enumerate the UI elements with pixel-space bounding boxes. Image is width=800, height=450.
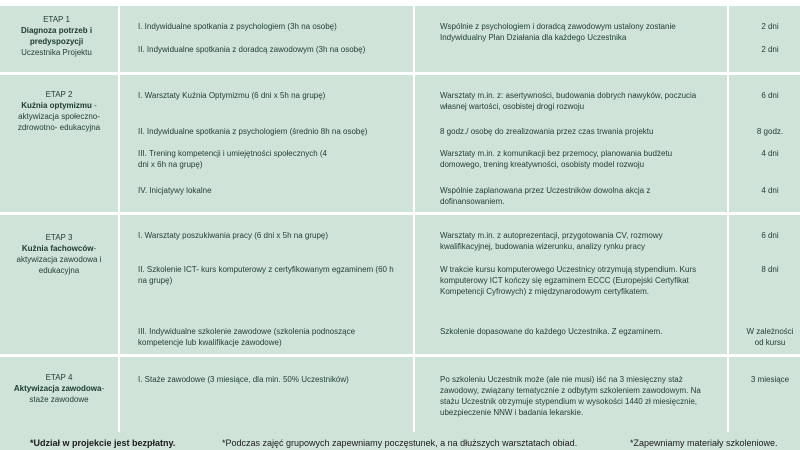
activity-description: Warsztaty m.in. z: asertywności, budowania dobrych nawyków, poczucia własnej wartości, osobistej drogi rozwoju — [440, 91, 697, 111]
activity: I. Indywidualne spotkania z psychologiem (3h na osobę) — [138, 22, 337, 31]
activity: I. Warsztaty Kuźnia Optymizmu (6 dni x 5h na grupę) — [138, 91, 326, 100]
footer-notes — [0, 437, 800, 450]
footer-note-catering: *Podczas zajęć grupowych zapewniamy poczęstunek, a na dłuższych warsztatach obiad. — [222, 438, 578, 448]
row-divider — [0, 72, 800, 75]
activity-description: Warsztaty m.in. z autoprezentacji, przygotowania CV, rozmowy kwalifikacyjnej, budowania wizerunku, analizy rynku pracy — [440, 231, 663, 251]
activity-duration: 2 dni — [761, 45, 779, 54]
stage-subtitle: staże zawodowe — [29, 395, 89, 404]
activity: III. Indywidualne szkolenie zawodowe (szkolenia podnoszące kompetencje lub kwalifikacje zawodowe) — [138, 327, 356, 347]
stage-subtitle: aktywizacja społeczno-zdrowotno- edukacyjna — [17, 112, 101, 132]
activity-duration: 6 dni — [761, 231, 779, 240]
activity-description: W trakcie kursu komputerowego Uczestnicy otrzymują stypendium. Kurs komputerowy ICT kończy się egzaminem ECCC (Europejski Certyfikat Kompetencji Cyfrowych) z międzynarodowym certyfikatem. — [440, 265, 697, 296]
activity-description: Wspólnie zaplanowana przez Uczestników dowolna akcja z dofinansowaniem. — [440, 186, 651, 206]
activity: I. Warsztaty poszukiwania pracy (6 dni x 5h na grupę) — [138, 231, 329, 240]
activity-duration: 3 miesiące — [750, 375, 790, 384]
stage-name: Kuźnia optymizmu — [21, 101, 92, 110]
stage-subtitle: Uczestnika Projektu — [21, 48, 92, 57]
footer-note-free: *Udział w projekcie jest bezpłatny. — [30, 438, 176, 448]
activity: II. Szkolenie ICT- kurs komputerowy z certyfikowanym egzaminem (60 h na grupę) — [138, 265, 394, 285]
footer-note-materials: *Zapewniamy materiały szkoleniowe. — [630, 438, 778, 448]
activity-description: Po szkoleniu Uczestnik może (ale nie musi) iść na 3 miesięczny staż zawodowy, związany tematycznie z odbytym szkoleniem zawodowym. Na stażu Uczestnik otrzymuje stypendium w wysokości 1440 zł miesięcznie, ubezpieczenie NNW i badania lekarskie. — [440, 375, 701, 417]
stage-label: ETAP 1 — [43, 15, 70, 24]
stage-1 — [4, 14, 109, 58]
activity-duration: 2 dni — [761, 22, 779, 31]
activity-duration: 4 dni — [761, 186, 779, 195]
stage-4: ETAP 4 Aktywizacja zawodowa- staże zawodowe — [0, 372, 118, 405]
activity-description: 8 godz./ osobę do zrealizowania przez czas trwania projektu — [440, 127, 654, 136]
stage-label: ETAP 3 — [45, 233, 73, 242]
stage-name: Aktywizacja zawodowa — [13, 384, 102, 393]
stage-2: ETAP 2 Kuźnia optymizmu - aktywizacja społeczno-zdrowotno- edukacyjna — [0, 89, 118, 133]
stage-name: Kuźnia fachowców — [21, 244, 94, 253]
column-divider — [118, 6, 120, 432]
activity: I. Staże zawodowe (3 miesiące, dla min. 50% Uczestników) — [138, 375, 349, 384]
activity: II. Indywidualne spotkania z psychologiem (średnio 8h na osobę) — [138, 127, 368, 136]
activity-description: Wspólnie z psychologiem i doradcą zawodowym ustalony zostanie Indywidualny Plan Działania dla każdego Uczestnika — [440, 22, 676, 42]
stage-label: ETAP 2 — [45, 90, 73, 99]
activity-duration: 8 dni — [761, 265, 779, 274]
stage-name: Diagnoza potrzeb i predyspozycji — [20, 26, 93, 46]
activity: II. Indywidualne spotkania z doradcą zawodowym (3h na osobę) — [138, 45, 366, 54]
activity: IV. Inicjatywy lokalne — [138, 186, 212, 195]
activity-duration: 4 dni — [761, 149, 779, 158]
stage-label: ETAP 4 — [45, 373, 73, 382]
activity: III. Trening kompetencji i umiejętności społecznych (4 dni x 6h na grupę) — [138, 149, 327, 169]
activity-duration: 8 godz. — [756, 127, 784, 136]
activity-duration: W zależności od kursu — [746, 327, 794, 347]
stage-3: ETAP 3 Kuźnia fachowców- aktywizacja zawodowa i edukacyjna — [0, 232, 118, 276]
column-divider — [727, 6, 729, 432]
activity-duration: 6 dni — [761, 91, 779, 100]
activity-description: Szkolenie dopasowane do każdego Uczestnika. Z egzaminem. — [440, 327, 663, 336]
column-divider — [413, 6, 415, 432]
row-divider — [0, 212, 800, 215]
row-divider — [0, 354, 800, 357]
stage-subtitle: aktywizacja zawodowa i edukacyjna — [16, 255, 102, 275]
activity-description: Warsztaty m.in. z komunikacji bez przemocy, planowania budżetu domowego, trening kreatywności, osobisty model rozwoju — [440, 149, 673, 169]
